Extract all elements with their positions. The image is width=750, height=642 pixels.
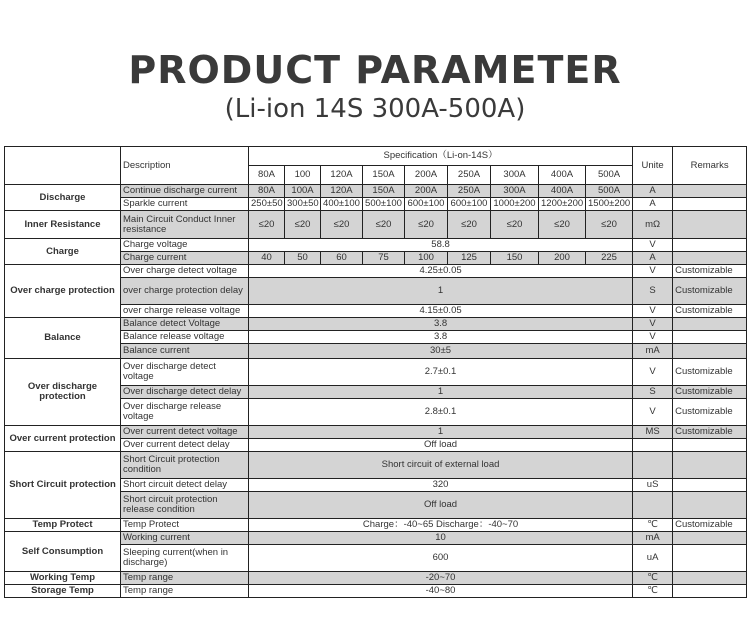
remark-cell (673, 452, 747, 479)
remark-cell (673, 344, 747, 359)
value-cell: 600±100 (448, 198, 491, 211)
unit-cell: V (633, 265, 673, 278)
remark-cell (673, 198, 747, 211)
value-cell: 125 (448, 252, 491, 265)
category-working-temp: Working Temp (5, 572, 121, 585)
param-label: Temp range (121, 585, 249, 598)
param-label: Over current detect voltage (121, 426, 249, 439)
value-cell: -40~80 (249, 585, 633, 598)
header-current: 300A (491, 166, 539, 185)
value-cell: Short circuit of external load (249, 452, 633, 479)
category-discharge: Discharge (5, 185, 121, 211)
unit-cell: S (633, 278, 673, 305)
value-cell: -20~70 (249, 572, 633, 585)
remark-cell: Customizable (673, 386, 747, 399)
value-cell: 1200±200 (539, 198, 586, 211)
param-label: Main Circuit Conduct Inner resistance (121, 211, 249, 239)
param-label: Charge voltage (121, 239, 249, 252)
param-label: over charge release voltage (121, 305, 249, 318)
value-cell: ≤20 (491, 211, 539, 239)
value-cell: 3.8 (249, 331, 633, 344)
category-over-current: Over current protection (5, 426, 121, 452)
param-label: Balance release voltage (121, 331, 249, 344)
param-label: Over charge detect voltage (121, 265, 249, 278)
value-cell: 500±100 (363, 198, 405, 211)
param-label: Sleeping current(when in discharge) (121, 545, 249, 572)
unit-cell (633, 492, 673, 519)
category-short-circuit: Short Circuit protection (5, 452, 121, 519)
value-cell: 200A (405, 185, 448, 198)
header-remarks: Remarks (673, 147, 747, 185)
value-cell: Off load (249, 439, 633, 452)
param-label: Balance current (121, 344, 249, 359)
remark-cell: Customizable (673, 278, 747, 305)
unit-cell: A (633, 185, 673, 198)
param-label: Short circuit detect delay (121, 479, 249, 492)
remark-cell (673, 479, 747, 492)
value-cell: 1500±200 (586, 198, 633, 211)
value-cell: 2.8±0.1 (249, 399, 633, 426)
unit-cell: MS (633, 426, 673, 439)
value-cell: ≤20 (405, 211, 448, 239)
value-cell: 60 (321, 252, 363, 265)
value-cell: 4.15±0.05 (249, 305, 633, 318)
remark-cell (673, 585, 747, 598)
remark-cell (673, 318, 747, 331)
value-cell: 1000±200 (491, 198, 539, 211)
value-cell: 250A (448, 185, 491, 198)
value-cell: ≤20 (285, 211, 321, 239)
header-current: 400A (539, 166, 586, 185)
remark-cell (673, 252, 747, 265)
unit-cell: V (633, 318, 673, 331)
param-label: Sparkle current (121, 198, 249, 211)
unit-cell: V (633, 239, 673, 252)
unit-cell: uA (633, 545, 673, 572)
param-label: Balance detect Voltage (121, 318, 249, 331)
remark-cell (673, 185, 747, 198)
value-cell: ≤20 (363, 211, 405, 239)
param-label: Charge current (121, 252, 249, 265)
param-label: Over discharge detect delay (121, 386, 249, 399)
category-balance: Balance (5, 318, 121, 359)
unit-cell: ℃ (633, 585, 673, 598)
value-cell: 120A (321, 185, 363, 198)
unit-cell: V (633, 399, 673, 426)
header-specification: Specification（Li-on-14S） (249, 147, 633, 166)
unit-cell: mA (633, 532, 673, 545)
unit-cell (633, 439, 673, 452)
value-cell: 320 (249, 479, 633, 492)
header-current: 250A (448, 166, 491, 185)
remark-cell (673, 545, 747, 572)
value-cell: 10 (249, 532, 633, 545)
unit-cell: V (633, 331, 673, 344)
value-cell: 250±50 (249, 198, 285, 211)
value-cell: ≤20 (321, 211, 363, 239)
category-self-consumption: Self Consumption (5, 532, 121, 572)
category-storage-temp: Storage Temp (5, 585, 121, 598)
header-current: 80A (249, 166, 285, 185)
param-label: Over current detect delay (121, 439, 249, 452)
value-cell: 3.8 (249, 318, 633, 331)
value-cell: 600±100 (405, 198, 448, 211)
param-label: Temp Protect (121, 519, 249, 532)
category-over-discharge: Over discharge protection (5, 359, 121, 426)
remark-cell (673, 492, 747, 519)
value-cell: ≤20 (586, 211, 633, 239)
remark-cell: Customizable (673, 359, 747, 386)
remark-cell (673, 572, 747, 585)
value-cell: 400A (539, 185, 586, 198)
unit-cell: ℃ (633, 519, 673, 532)
value-cell: ≤20 (249, 211, 285, 239)
remark-cell: Customizable (673, 265, 747, 278)
value-cell: 100A (285, 185, 321, 198)
value-cell: 4.25±0.05 (249, 265, 633, 278)
unit-cell: V (633, 305, 673, 318)
unit-cell: A (633, 198, 673, 211)
unit-cell: V (633, 359, 673, 386)
value-cell: 100 (405, 252, 448, 265)
page-subtitle: (Li-ion 14S 300A-500A) (224, 94, 526, 124)
remark-cell (673, 211, 747, 239)
value-cell: 1 (249, 278, 633, 305)
remark-cell (673, 331, 747, 344)
value-cell: 150A (363, 185, 405, 198)
param-label: Over discharge detect voltage (121, 359, 249, 386)
value-cell: 1 (249, 426, 633, 439)
header-current: 150A (363, 166, 405, 185)
value-cell: 300±50 (285, 198, 321, 211)
unit-cell (633, 452, 673, 479)
remark-cell (673, 532, 747, 545)
unit-cell: uS (633, 479, 673, 492)
param-label: Working current (121, 532, 249, 545)
category-charge: Charge (5, 239, 121, 265)
header-current: 120A (321, 166, 363, 185)
param-label: Over discharge release voltage (121, 399, 249, 426)
value-cell: 30±5 (249, 344, 633, 359)
header-current: 100 (285, 166, 321, 185)
page-title: PRODUCT PARAMETER (128, 48, 622, 92)
unit-cell: A (633, 252, 673, 265)
value-cell: 80A (249, 185, 285, 198)
category-over-charge: Over charge protection (5, 265, 121, 318)
param-label: over charge protection delay (121, 278, 249, 305)
remark-cell (673, 239, 747, 252)
value-cell: 150 (491, 252, 539, 265)
value-cell: Off load (249, 492, 633, 519)
remark-cell: Customizable (673, 305, 747, 318)
value-cell: 400±100 (321, 198, 363, 211)
category-inner-resistance: Inner Resistance (5, 211, 121, 239)
value-cell: 40 (249, 252, 285, 265)
value-cell: Charge：-40~65 Discharge：-40~70 (249, 519, 633, 532)
category-temp-protect: Temp Protect (5, 519, 121, 532)
value-cell: 50 (285, 252, 321, 265)
value-cell: 300A (491, 185, 539, 198)
remark-cell: Customizable (673, 399, 747, 426)
param-label: Temp range (121, 572, 249, 585)
header-corner (5, 147, 121, 185)
value-cell: ≤20 (539, 211, 586, 239)
param-label: Continue discharge current (121, 185, 249, 198)
header-current: 500A (586, 166, 633, 185)
unit-cell: ℃ (633, 572, 673, 585)
value-cell: 75 (363, 252, 405, 265)
header-description: Description (121, 147, 249, 185)
unit-cell: mA (633, 344, 673, 359)
value-cell: 1 (249, 386, 633, 399)
value-cell: ≤20 (448, 211, 491, 239)
header-unite: Unite (633, 147, 673, 185)
remark-cell (673, 439, 747, 452)
unit-cell: S (633, 386, 673, 399)
parameter-table (4, 146, 747, 598)
param-label: Short Circuit protection condition (121, 452, 249, 479)
param-label: Short circuit protection release condition (121, 492, 249, 519)
value-cell: 200 (539, 252, 586, 265)
remark-cell: Customizable (673, 519, 747, 532)
unit-cell: mΩ (633, 211, 673, 239)
value-cell: 500A (586, 185, 633, 198)
remark-cell: Customizable (673, 426, 747, 439)
header-current: 200A (405, 166, 448, 185)
value-cell: 600 (249, 545, 633, 572)
value-cell: 225 (586, 252, 633, 265)
value-cell: 2.7±0.1 (249, 359, 633, 386)
value-cell: 58.8 (249, 239, 633, 252)
